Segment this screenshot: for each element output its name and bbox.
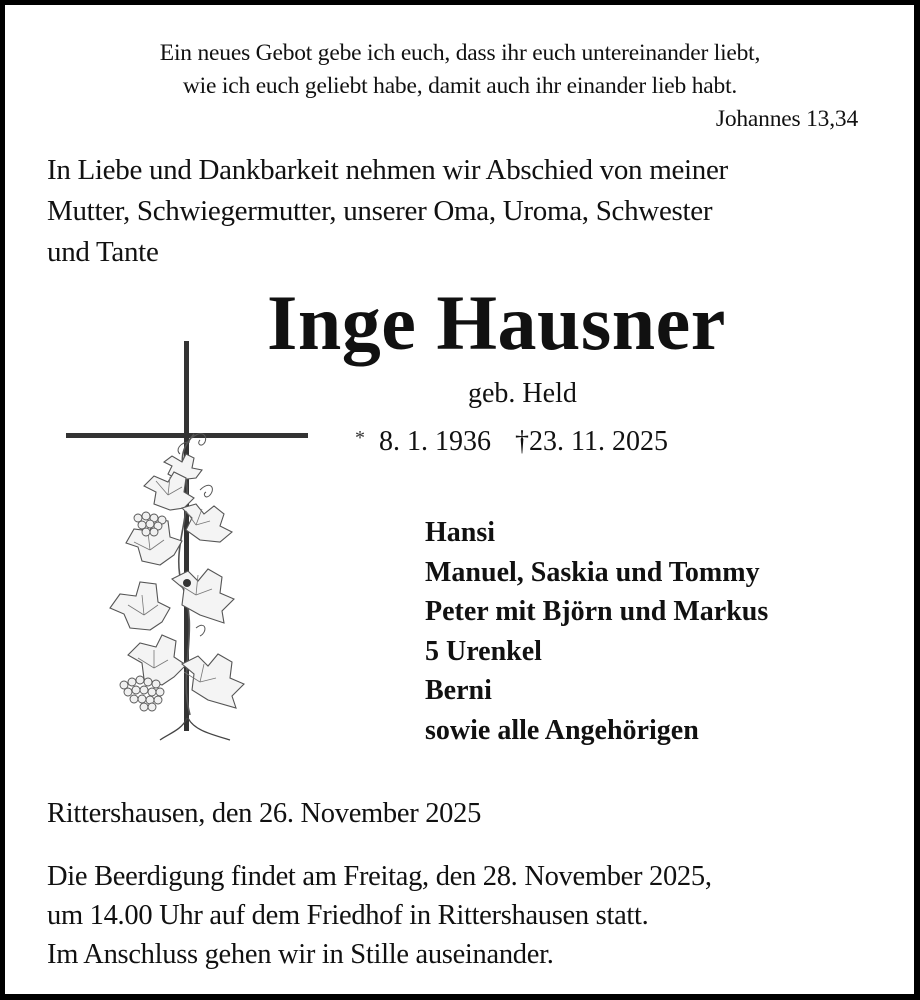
cross-with-grapevine-icon — [50, 330, 330, 750]
mourner-line-2: Manuel, Saskia und Tommy — [425, 557, 760, 588]
mourner-line-3: Peter mit Björn und Markus — [425, 596, 769, 627]
verse-line-2: wie ich euch geliebt habe, damit auch ihr einander lieb habt. — [182, 73, 738, 99]
intro-line-1: In Liebe und Dankbarkeit nehmen wir Abschied von meiner — [47, 154, 728, 186]
birth-star-icon: * — [355, 427, 365, 449]
deceased-name: Inge Hausner — [267, 279, 726, 366]
death-date: 23. 11. 2025 — [529, 426, 668, 457]
mourner-line-6: sowie alle Angehörigen — [425, 715, 699, 746]
funeral-line-1: Die Beerdigung findet am Freitag, den 28. November 2025, — [47, 861, 712, 892]
place-date: Rittershausen, den 26. November 2025 — [47, 798, 482, 829]
verse-reference: Johannes 13,34 — [715, 106, 858, 132]
mourner-line-4: 5 Urenkel — [425, 636, 542, 667]
mourner-line-1: Hansi — [425, 517, 496, 548]
death-dagger-icon: † — [515, 426, 529, 457]
maiden-name: geb. Held — [468, 378, 577, 409]
funeral-line-2: um 14.00 Uhr auf dem Friedhof in Rittershausen statt. — [47, 900, 649, 931]
mourner-line-5: Berni — [425, 675, 492, 706]
birth-date: 8. 1. 1936 — [379, 426, 491, 457]
life-dates — [355, 428, 668, 456]
intro-line-3: und Tante — [47, 236, 159, 268]
verse-line-1: Ein neues Gebot gebe ich euch, dass ihr euch untereinander liebt, — [159, 40, 761, 66]
funeral-line-3: Im Anschluss gehen wir in Stille auseinander. — [47, 939, 554, 970]
intro-line-2: Mutter, Schwiegermutter, unserer Oma, Uroma, Schwester — [47, 195, 713, 227]
